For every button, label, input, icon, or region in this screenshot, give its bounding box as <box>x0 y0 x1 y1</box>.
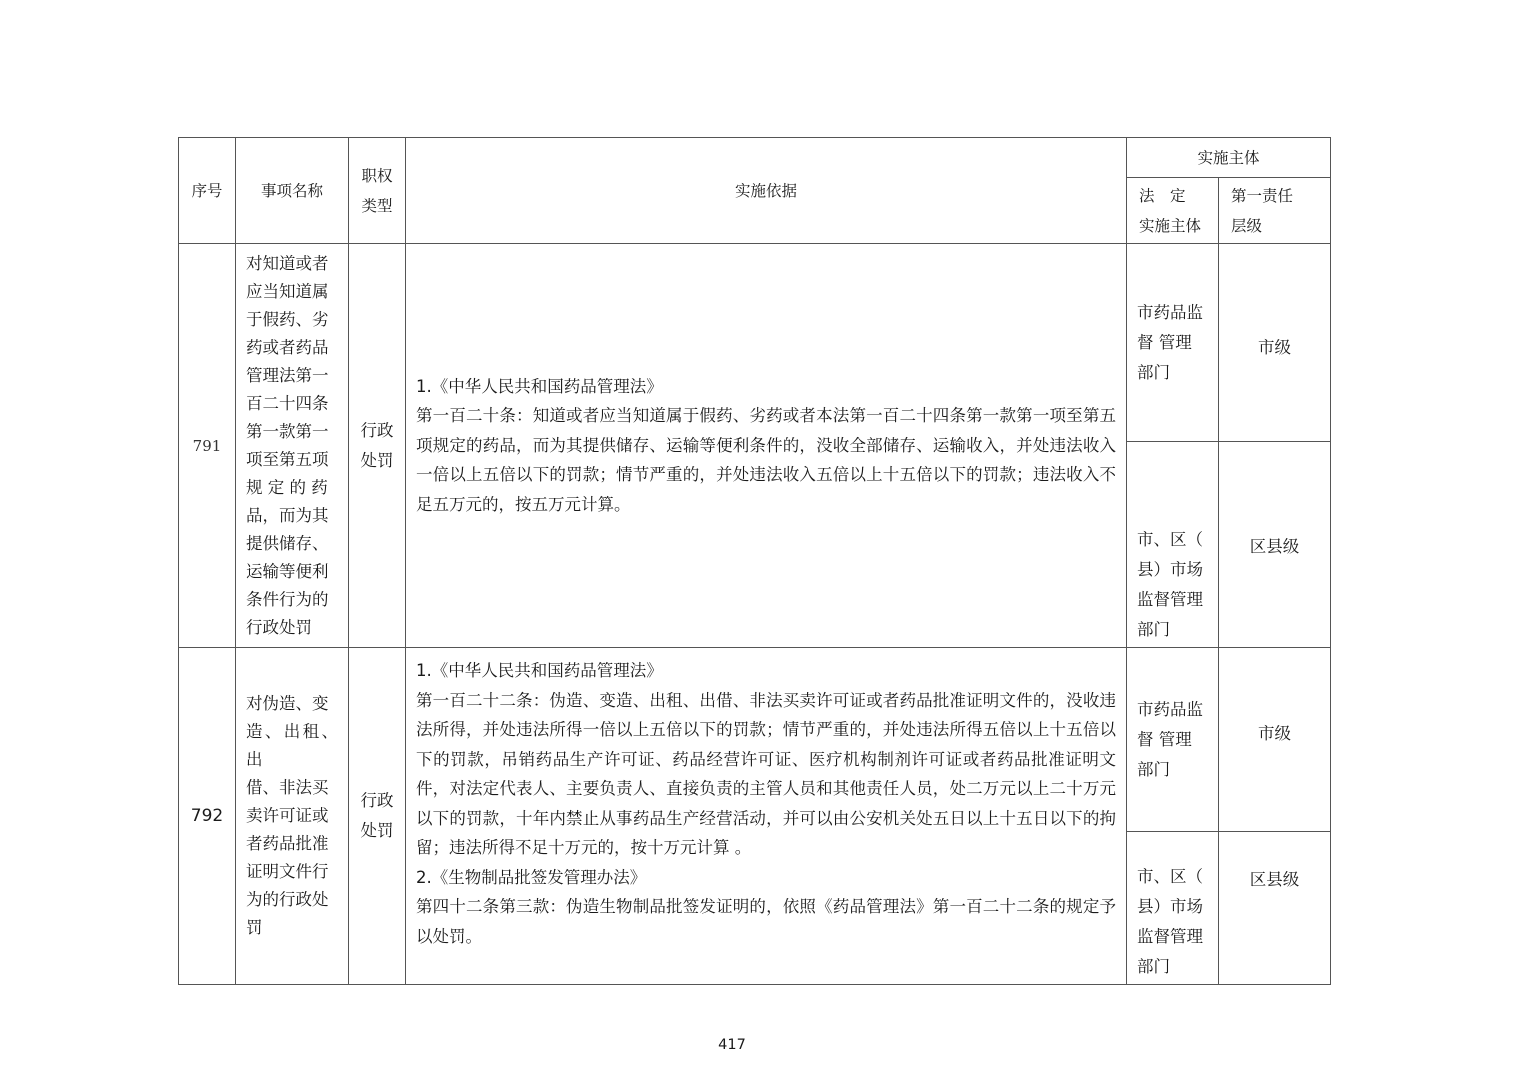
row-791-name <box>236 244 349 648</box>
row-792-name <box>236 648 349 985</box>
header-legal-subject-line2: 实施主体 <box>1139 216 1202 235</box>
header-item-name: 事项名称 <box>236 138 349 244</box>
row-791-type <box>349 244 406 648</box>
row-792-subject-district <box>1127 832 1219 985</box>
subject-line: 市、区（ <box>1137 530 1203 549</box>
name-line: 对伪造、变 <box>246 694 329 713</box>
row-791-subject-city <box>1127 244 1219 442</box>
row-792-type <box>349 648 406 985</box>
header-first-level-line1: 第一责任 <box>1231 186 1294 205</box>
name-line: 于假药、劣 <box>246 309 329 329</box>
basis-article: 第一百二十二条：伪造、变造、出租、出借、非法买卖许可证或者药品批准证明文件的，没收违法所得，并处违法所得一倍以上五倍以下的罚款；情节严重的，并处违法所得五倍以上十五倍以下的罚款，吊销药品生产许可证、药品经营许可证、医疗机构制剂许可证或者药品批准证明文件，对法定代表人、主要负责人、直接负责的主管人员和其他责任人员，处二万元以上二十万元以下的罚款，十年内禁止从事药品生产经营活动，并可以由公安机关处五日以上十五日以下的拘留；违法所得不足十万元的，按十万元计算 。 <box>416 690 1116 857</box>
row-791-seq: 791 <box>179 244 236 648</box>
type-line1: 行政 <box>360 420 394 440</box>
row-792-level-district: 区县级 <box>1219 832 1331 985</box>
name-line: 证明文件行 <box>246 862 329 881</box>
name-line: 行政处罚 <box>246 617 312 637</box>
header-first-level <box>1219 178 1331 244</box>
basis-law-title: 2.《生物制品批签发管理办法》 <box>416 867 647 887</box>
name-line: 百二十四条 <box>246 393 329 413</box>
name-line: 第一款第一 <box>246 421 329 441</box>
subject-line: 市药品监 <box>1137 302 1203 322</box>
name-line: 造、出租、出 <box>246 722 338 769</box>
row-792-level-city: 市级 <box>1219 648 1331 832</box>
subject-line: 县）市场 <box>1137 897 1203 916</box>
header-legal-subject <box>1127 178 1219 244</box>
basis-article: 第四十二条第三款：伪造生物制品批签发证明的，依照《药品管理法》第一百二十二条的规定予以处罚。 <box>416 897 1116 946</box>
name-line: 卖许可证或 <box>246 806 329 825</box>
subject-line: 部门 <box>1137 620 1170 639</box>
name-line: 运输等便利 <box>246 561 329 581</box>
row-792-subject-city <box>1127 648 1219 832</box>
header-seq: 序号 <box>179 138 236 244</box>
header-first-level-line2: 层级 <box>1231 216 1263 235</box>
name-line: 条件行为的 <box>246 589 329 609</box>
name-line: 提供储存、 <box>246 533 329 553</box>
subject-line: 部门 <box>1137 759 1170 779</box>
header-power-type-line2: 类型 <box>361 196 393 215</box>
row-792-seq: 792 <box>179 648 236 985</box>
row-791-basis <box>406 244 1127 648</box>
name-line: 规 定 的 药 <box>246 477 328 497</box>
name-line: 罚 <box>246 918 263 937</box>
enforcement-table <box>178 137 1331 985</box>
name-line: 应当知道属 <box>246 281 329 301</box>
subject-line: 督 管理 <box>1137 332 1192 352</box>
subject-line: 部门 <box>1137 362 1170 382</box>
name-line: 对知道或者 <box>246 253 329 273</box>
name-line: 借、非法买 <box>246 778 329 797</box>
header-power-type <box>349 138 406 244</box>
subject-line: 监督管理 <box>1137 590 1203 609</box>
subject-line: 监督管理 <box>1137 927 1203 946</box>
subject-line: 市药品监 <box>1137 699 1203 719</box>
subject-line: 市、区（ <box>1137 867 1203 886</box>
basis-law-title: 1.《中华人民共和国药品管理法》 <box>416 661 663 680</box>
header-power-type-line1: 职权 <box>361 166 393 185</box>
name-line: 管理法第一 <box>246 365 329 385</box>
header-legal-subject-line1: 法 定 <box>1139 186 1186 205</box>
header-basis: 实施依据 <box>406 138 1127 244</box>
name-line: 为的行政处 <box>246 890 329 909</box>
type-line2: 处罚 <box>360 450 394 470</box>
name-line: 品，而为其 <box>246 505 329 525</box>
row-791-level-city: 市级 <box>1219 244 1331 442</box>
basis-article: 第一百二十条：知道或者应当知道属于假药、劣药或者本法第一百二十四条第一款第一项至第五项规定的药品，而为其提供储存、运输等便利条件的，没收全部储存、运输收入，并处违法收入一倍以上五倍以下的罚款；情节严重的，并处违法收入五倍以上十五倍以下的罚款；违法收入不足五万元的，按五万元计算。 <box>416 406 1116 514</box>
type-line2: 处罚 <box>360 821 394 840</box>
subject-line: 部门 <box>1137 957 1170 976</box>
row-791-level-district: 区县级 <box>1219 442 1331 648</box>
subject-line: 县）市场 <box>1137 560 1203 579</box>
subject-line: 督 管理 <box>1137 729 1192 749</box>
header-subject: 实施主体 <box>1127 138 1331 178</box>
row-791-subject-district <box>1127 442 1219 648</box>
name-line: 者药品批准 <box>246 834 329 853</box>
name-line: 项至第五项 <box>246 449 329 469</box>
basis-law-title: 1.《中华人民共和国药品管理法》 <box>416 376 663 396</box>
name-line: 药或者药品 <box>246 337 329 357</box>
type-line1: 行政 <box>360 791 394 810</box>
row-792-basis <box>406 648 1127 985</box>
page-number: 417 <box>718 1037 746 1053</box>
